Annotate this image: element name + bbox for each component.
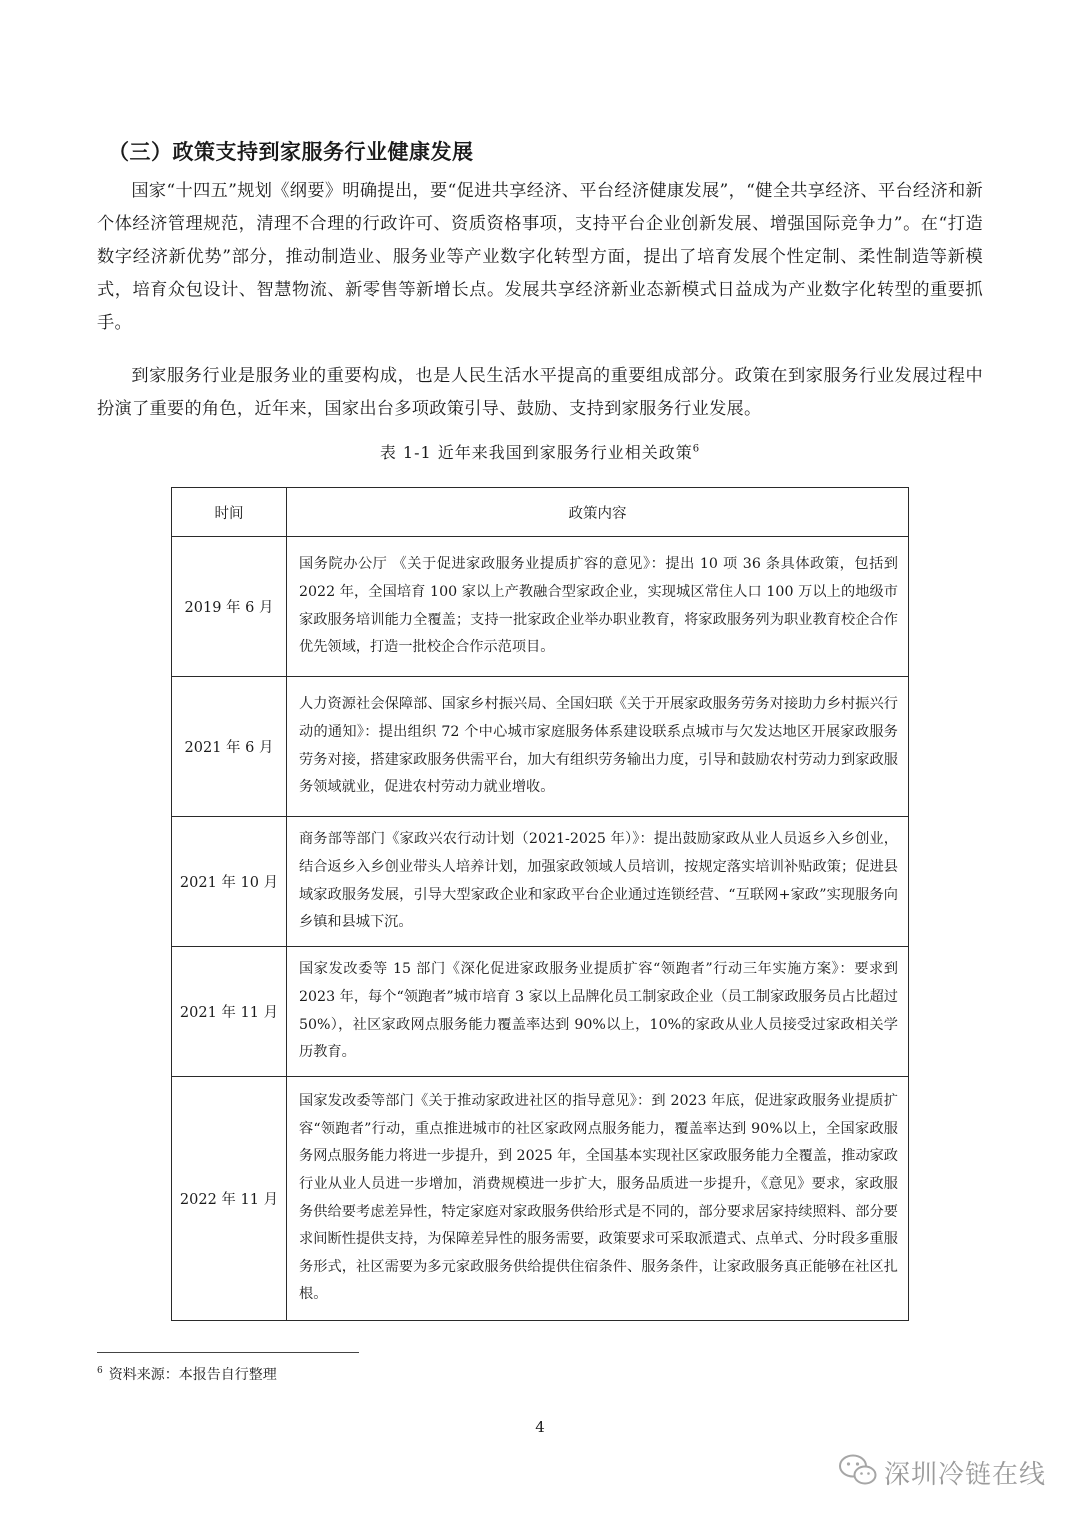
table-row	[172, 817, 909, 947]
table-row	[172, 677, 909, 817]
table-row	[172, 537, 909, 677]
row-content: 商务部等部门《家政兴农行动计划（2021-2025 年）》：提出鼓励家政从业人员返乡入乡创业，结合返乡入乡创业带头人培养计划，加强家政领域人员培训，按规定落实培训补贴政策；促进县域家政服务发展，引导大型家政企业和家政平台企业通过连锁经营、“互联网+家政”实现服务向乡镇和县城下沉。	[287, 817, 909, 947]
footnote-number: 6	[97, 1366, 103, 1377]
table-caption-text: 表 1-1 近年来我国到家服务行业相关政策	[379, 443, 693, 462]
row-time: 2021 年 6 月	[172, 677, 287, 817]
footnote-text: 资料来源：本报告自行整理	[108, 1367, 277, 1383]
watermark-text: 深圳冷链在线	[884, 1459, 1047, 1490]
header-time: 时间	[172, 488, 287, 537]
row-time: 2021 年 10 月	[172, 817, 287, 947]
row-time: 2021 年 11 月	[172, 947, 287, 1077]
table-caption-footnote-ref: 6	[692, 443, 701, 455]
page-number: 4	[535, 1418, 545, 1436]
row-content: 国家发改委等 15 部门《深化促进家政服务业提质扩容“领跑者”行动三年实施方案》：要求到 2023 年，每个“领跑者”城市培育 3 家以上品牌化员工制家政企业（员工制家政服务员占比超过 50%），社区家政网点服务能力覆盖率达到 90%以上，10%的家政从业人员接受过家政相关学历教育。	[287, 947, 909, 1077]
table-row	[172, 947, 909, 1077]
paragraph-1: 国家“十四五”规划《纲要》明确提出，要“促进共享经济、平台经济健康发展”，“健全共享经济、平台经济和新个体经济管理规范，清理不合理的行政许可、资质资格事项，支持平台企业创新发展、增强国际竞争力”。在“打造数字经济新优势”部分，推动制造业、服务业等产业数字化转型方面，提出了培育发展个性定制、柔性制造等新模式，培育众包设计、智慧物流、新零售等新增长点。发展共享经济新业态新模式日益成为产业数字化转型的重要抓手。	[97, 181, 983, 333]
wechat-icon	[838, 1453, 878, 1491]
row-time: 2022 年 11 月	[172, 1077, 287, 1321]
policy-table	[171, 487, 909, 1321]
row-time: 2019 年 6 月	[172, 537, 287, 677]
watermark	[838, 1452, 1046, 1492]
table-row	[172, 1077, 909, 1321]
row-content: 国家发改委等部门《关于推动家政进社区的指导意见》：到 2023 年底，促进家政服务业提质扩容“领跑者”行动，重点推进城市的社区家政网点服务能力，覆盖率达到 90%以上，全国家政服务网点服务能力将进一步提升，到 2025 年，全国基本实现社区家政服务能力全覆盖，推动家政行业从业人员进一步增加，消费规模进一步扩大，服务品质进一步提升，《意见》要求，家政服务供给要考虑差异性，特定家庭对家政服务供给形式是不同的，部分要求居家持续照料、部分要求间断性提供支持，为保障差异性的服务需要，政策要求可采取派遣式、点单式、分时段多重服务形式，社区需要为多元家政服务供给提供住宿条件、服务条件，让家政服务真正能够在社区扎根。	[287, 1077, 909, 1321]
paragraph-2: 到家服务行业是服务业的重要构成，也是人民生活水平提高的重要组成部分。政策在到家服务行业发展过程中扮演了重要的角色，近年来，国家出台多项政策引导、鼓励、支持到家服务行业发展。	[97, 366, 983, 419]
row-content: 人力资源社会保障部、国家乡村振兴局、全国妇联《关于开展家政服务劳务对接助力乡村振兴行动的通知》：提出组织 72 个中心城市家庭服务体系建设联系点城市与欠发达地区开展家政服务劳务对接，搭建家政服务供需平台，加大有组织劳务输出力度，引导和鼓励农村劳动力到家政服务领域就业，促进农村劳动力就业增收。	[287, 677, 909, 817]
footnote	[97, 1364, 277, 1384]
table-caption	[0, 440, 1080, 463]
table-header-row	[172, 488, 909, 537]
footnote-divider	[97, 1352, 359, 1353]
section-heading: （三）政策支持到家服务行业健康发展	[108, 140, 474, 164]
row-content: 国务院办公厅 《关于促进家政服务业提质扩容的意见》：提出 10 项 36 条具体政策，包括到 2022 年，全国培育 100 家以上产教融合型家政企业，实现城区常住人口 100 万以上的地级市家政服务培训能力全覆盖；支持一批家政企业举办职业教育，将家政服务列为职业教育校企合作优先领域，打造一批校企合作示范项目。	[287, 537, 909, 677]
header-content: 政策内容	[287, 488, 909, 537]
